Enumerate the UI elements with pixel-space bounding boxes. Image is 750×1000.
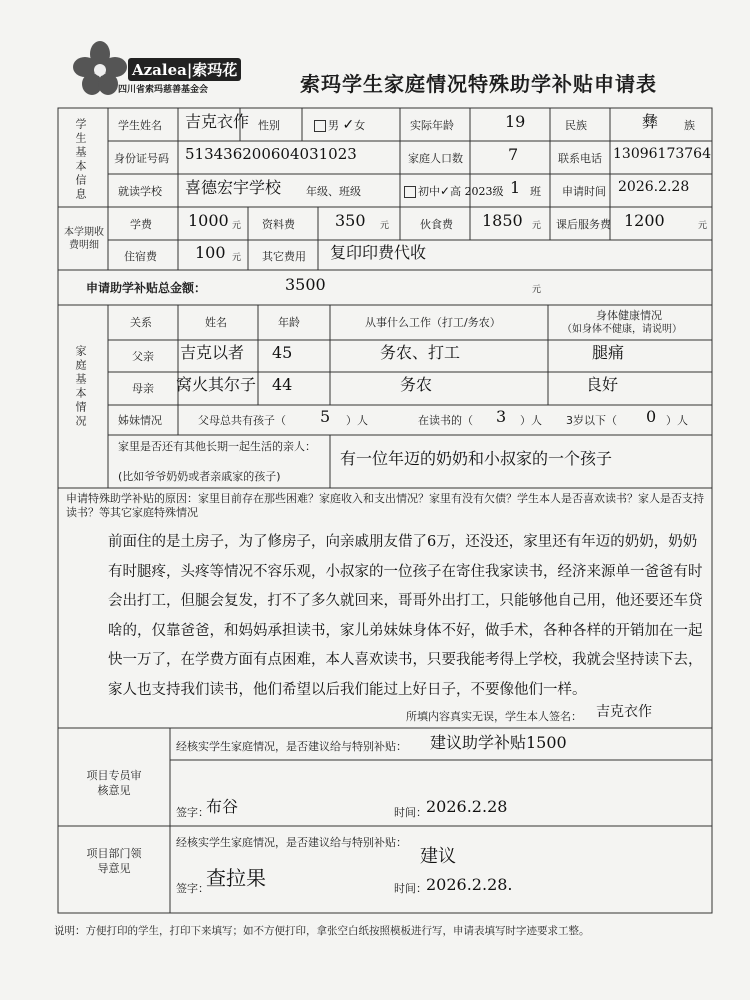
school-value: 喜德宏宇学校 [185,178,282,197]
gender-options [312,119,365,132]
review2-answer: 建议 [420,846,456,867]
father-health: 腿痛 [592,343,625,362]
lodging-label: 住宿费 [124,250,157,263]
apply-time-value: 2026.2.28 [618,179,690,195]
total-label: 申请助学补贴总金额： [86,281,207,295]
foundation-name: 四川省索玛慈善基金会 [118,85,209,95]
review2-signature: 查拉果 [206,866,266,890]
review2-label: 项目部门领导意见 [86,847,142,875]
father-job: 务农、打工 [380,343,461,362]
family-section-label: 家庭基本情况 [74,345,87,429]
student-sign-label: 所填内容真实无误，学生本人签名： [406,710,582,723]
gender-male-label: 男 [328,119,339,132]
reason-prompt: 申请特殊助学补贴的原因：家里目前存在那些困难？家庭收入和支出情况？家里有没有欠债？学生本人是否喜欢读书？家人是否支持读书？等其它家庭特殊情况 [66,492,704,519]
student-signature: 吉克衣作 [596,704,652,720]
ethnic-label: 民族 [565,119,587,132]
col-relation: 关系 [130,316,152,329]
gender-female-label: 女 [354,119,366,132]
mother-name: 窝火其尔子 [176,375,257,394]
afterschool-unit: 元 [698,221,708,231]
meals-unit: 元 [532,221,542,231]
total-unit: 元 [532,285,542,295]
father-label: 父亲 [132,350,154,363]
gender-check-mark: ✓ [342,117,355,133]
review1-signature: 布谷 [206,797,239,816]
books-value: 350 [335,211,366,230]
other-fees-value: 复印印费代收 [330,243,427,262]
reason-text: 前面住的是土房子，为了修房子，向亲戚朋友借了6万，还没还，家里还有年迈的奶奶，奶奶有时腿疼，头疼等情况不容乐观，小叔家的一位孩子在寄住我家读书，经济来源单一爸爸有时会出打工，但腿会复发，打不了多久就回来，哥哥外出打工，只能够他自己用，他还要还车贷啥的，仅靠爸爸，和妈妈承担读书，家儿弟妹妹身体不好，做手术，各种各样的开销加在一起快一万了，在学费方面有点困难，本人喜欢读书，只要我能考得上学校，我就会坚持读下去，家人也支持我们读书，他们希望以后我们能过上好日子，不要像他们一样。 [108,534,703,698]
fees-section-label: 本学期收费明细 [64,227,104,251]
review2-time: 2026.2.28. [426,875,513,894]
under3-value: 0 [646,407,657,426]
afterschool-label: 课后服务费 [556,218,611,231]
studying-ren: ）人 [520,414,542,427]
under3-ren: ）人 [666,414,688,427]
col-health-note: （如身体不健康，请说明） [562,324,682,335]
grade-options: 初中✓高 2023级 [402,185,504,198]
others-note: (比如爷爷奶奶或者亲戚家的孩子) [118,470,281,483]
children-ren: ）人 [346,414,368,427]
foundation-logo [70,40,260,110]
student-name-label: 学生姓名 [118,119,162,132]
brand-name: Azalea|索玛花 [128,58,241,81]
gender-male-checkbox [314,120,326,132]
age-label: 实际年龄 [410,119,454,132]
review1-question: 经核实学生家庭情况，是否建议给与特别补贴： [176,740,407,753]
phone-label: 联系电话 [558,152,602,165]
father-name: 吉克以者 [180,343,245,362]
student-section-label: 学生基本信息 [74,118,87,202]
review1-label: 项目专员审核意见 [86,769,142,797]
student-name-value: 吉克衣作 [185,112,250,131]
review1-time-label: 时间： [394,806,427,819]
others-label: 家里是否还有其他长期一起生活的亲人： [118,440,316,453]
phone-value: 13096173764 [613,146,711,162]
siblings-label: 姊妹情况 [118,414,162,427]
review2-sign-label: 签字： [176,882,209,895]
children-value: 5 [320,407,331,426]
class-suffix: 班 [530,185,541,198]
meals-value: 1850 [482,211,523,230]
grade-junior-checkbox [404,186,416,198]
household-label: 家庭人口数 [408,152,463,165]
father-age: 45 [272,343,293,362]
mother-age: 44 [272,375,293,394]
meals-label: 伙食费 [420,218,453,231]
grade-value: 2023级 [464,185,504,198]
col-name: 姓名 [205,316,227,329]
tuition-unit: 元 [232,221,242,231]
id-value: 513436200604031023 [185,145,357,163]
age-value: 19 [505,112,526,131]
under3-label: 3岁以下（ [566,414,617,427]
review1-sign-label: 签字： [176,806,209,819]
total-value: 3500 [285,275,326,294]
books-unit: 元 [380,221,390,231]
mother-job: 务农 [400,375,433,394]
col-job: 从事什么工作（打工/务农） [365,316,501,329]
gender-label: 性别 [258,119,280,132]
col-age: 年龄 [278,316,300,329]
grade-senior-label: 高 [450,185,462,198]
studying-label: 在读书的（ [418,414,473,427]
mother-label: 母亲 [132,382,154,395]
review1-answer: 建议助学补贴1500 [430,733,567,752]
form-title: 索玛学生家庭情况特殊助学补贴申请表 [300,72,657,96]
footer-note: 说明：方便打印的学生，打印下来填写；如不方便打印，拿张空白纸按照模板进行写，申请表填写时字迹要求工整。 [54,925,590,937]
household-value: 7 [508,145,519,164]
class-value: 1 [510,178,521,197]
lodging-value: 100 [195,243,226,262]
grade-junior-label: 初中 [418,185,440,198]
other-fees-label: 其它费用 [262,250,306,263]
lodging-unit: 元 [232,253,242,263]
tuition-label: 学费 [130,218,152,231]
ethnic-suffix: 族 [684,119,695,132]
review1-time: 2026.2.28 [426,797,508,816]
afterschool-value: 1200 [624,211,665,230]
ethnic-value: 彝 [642,112,659,131]
school-label: 就读学校 [118,185,162,198]
review2-question: 经核实学生家庭情况，是否建议给与特别补贴： [176,836,407,849]
studying-value: 3 [496,407,507,426]
apply-time-label: 申请时间 [562,185,606,198]
grade-label: 年级、班级 [306,185,361,198]
col-health: 身体健康情况 [596,309,662,322]
children-label: 父母总共有孩子（ [198,414,286,427]
others-value: 有一位年迈的奶奶和小叔家的一个孩子 [340,449,613,468]
mother-health: 良好 [586,375,619,394]
tuition-value: 1000 [188,211,229,230]
id-label: 身份证号码 [114,152,169,165]
review2-time-label: 时间： [394,882,427,895]
books-label: 资料费 [262,218,295,231]
